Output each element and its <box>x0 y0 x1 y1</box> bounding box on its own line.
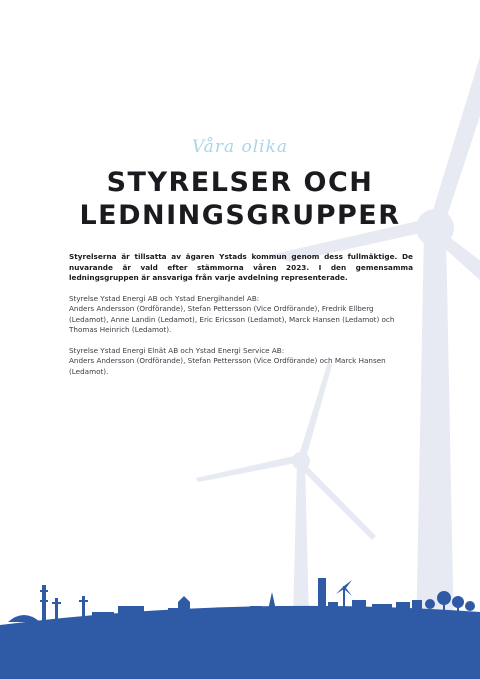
intro-paragraph: Styrelserna är tillsatta av ägaren Ystads kommun genom dess fullmäktige. De nuvarande är vald efter stämmorna våren 2023. I den gemensamma ledningsgruppen är ansvariga från varje avdelning representerade. <box>69 252 413 282</box>
body-text <box>69 252 413 387</box>
script-subtitle: Våra olika <box>191 137 289 157</box>
board-1-heading: Styrelse Ystad Energi AB och Ystad Energihandel AB: <box>69 293 260 303</box>
board-2-section <box>69 346 413 378</box>
board-1-section <box>69 294 413 336</box>
wind-turbine-small-icon <box>196 362 376 620</box>
page-title-line-1: STYRELSER OCH <box>106 167 374 198</box>
board-2-heading: Styrelse Ystad Energi Elnät AB och Ystad Energi Service AB: <box>69 345 285 355</box>
board-2-members: Anders Andersson (Ordförande), Stefan Pettersson (Vice Ordförande) och Marck Hansen (Ledamot). <box>69 356 386 376</box>
board-1-members: Anders Andersson (Ordförande), Stefan Pettersson (Vice Ordförande), Fredrik Ellberg (Ledamot), Anne Landin (Ledamot), Eric Ericsson (Ledamot), Marck Hansen (Ledamot) och Thomas Heinrich (Ledamot). <box>69 304 395 334</box>
page-title-line-2: LEDNINGSGRUPPER <box>79 200 401 231</box>
city-skyline-icon <box>0 578 480 679</box>
page-title <box>0 166 480 232</box>
